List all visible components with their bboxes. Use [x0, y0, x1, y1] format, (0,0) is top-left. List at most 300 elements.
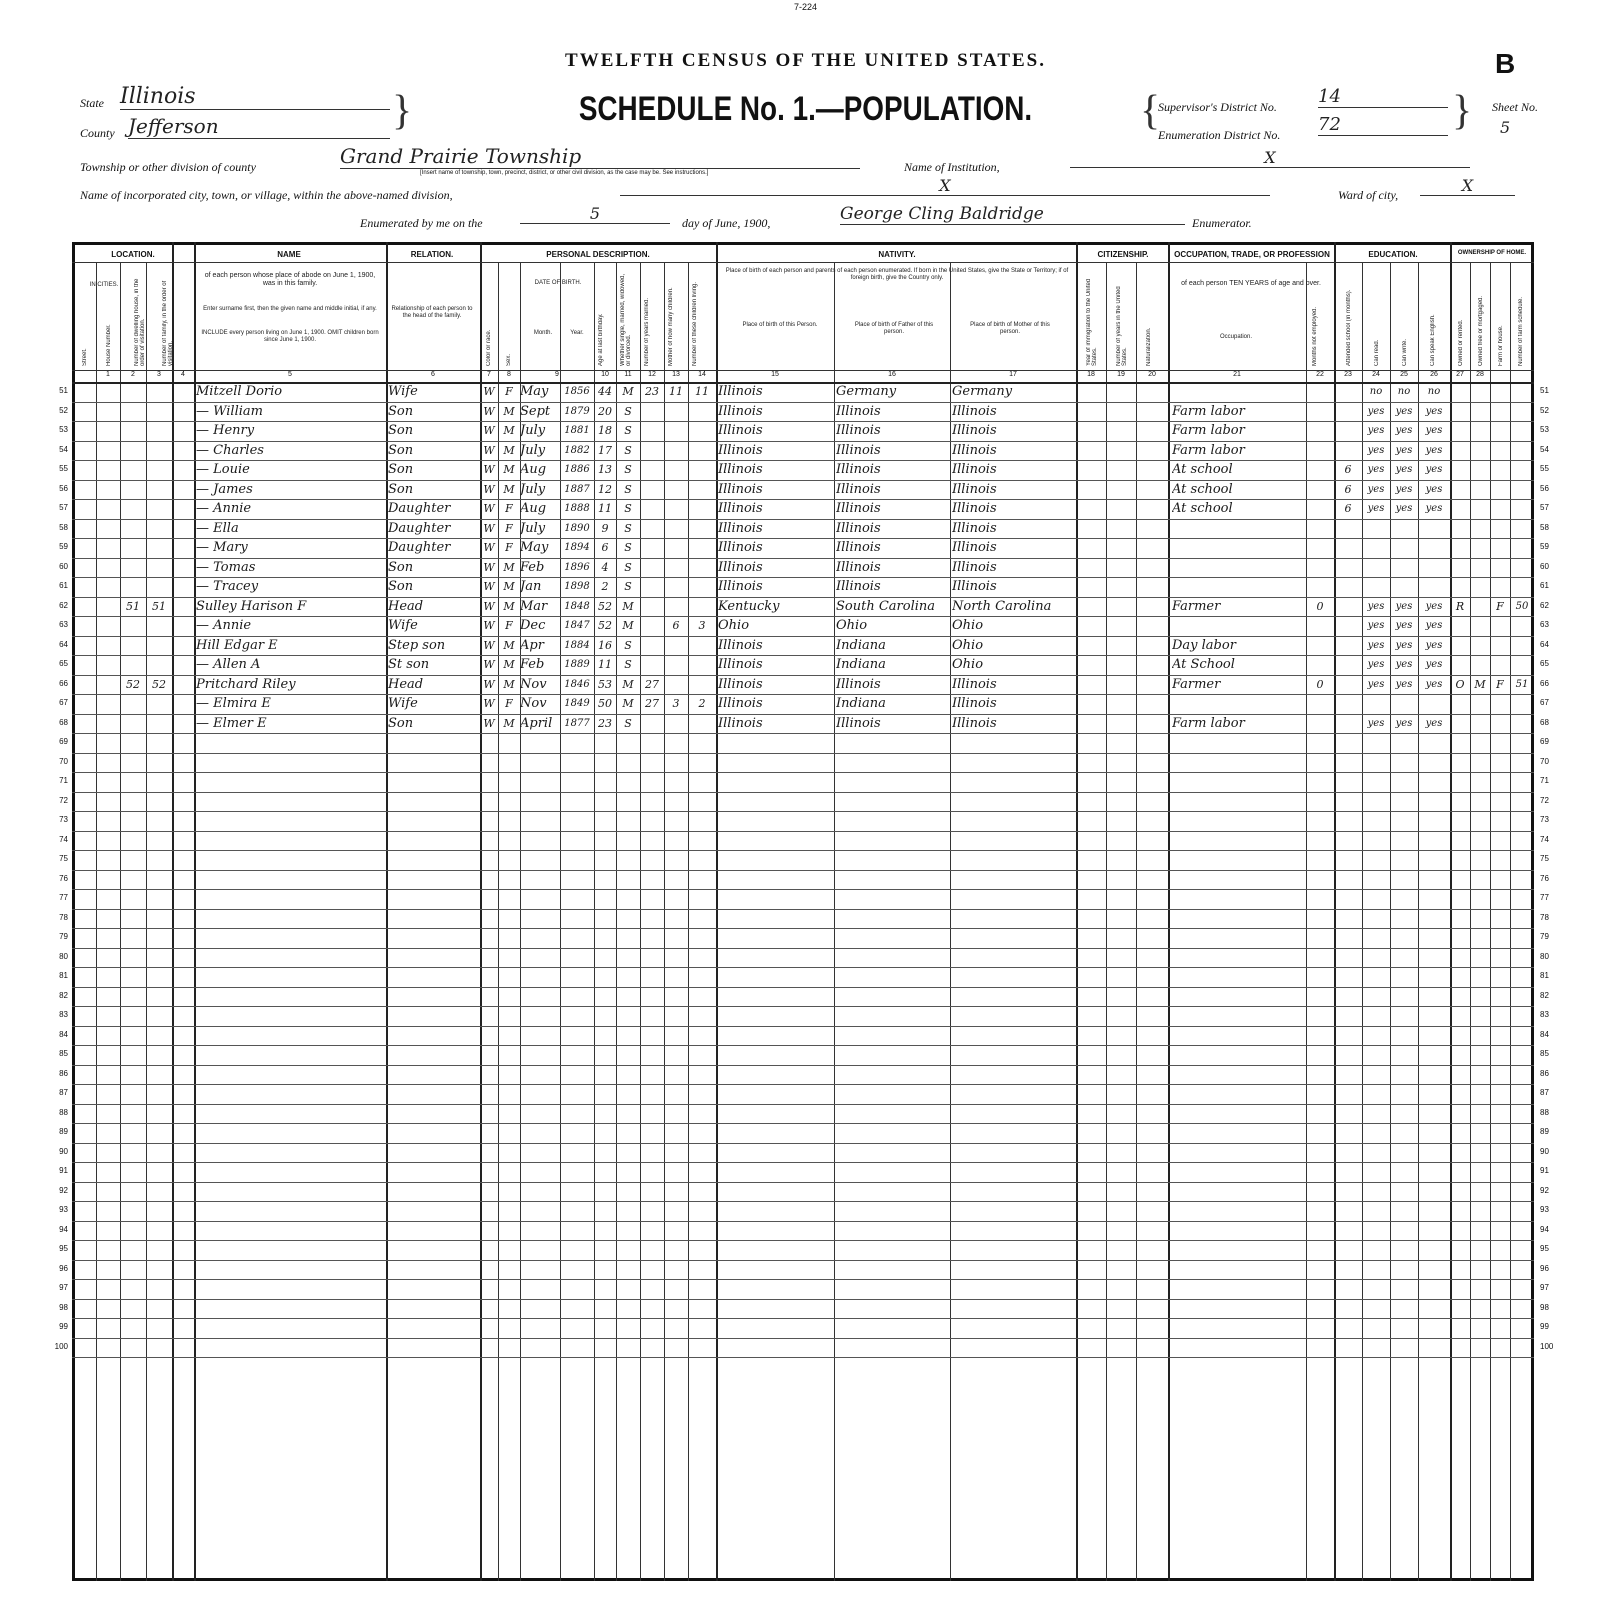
row-cell-relation: Daughter	[388, 501, 451, 516]
row-cell-month: Feb	[520, 657, 545, 672]
row-cell-occupation: Day labor	[1172, 637, 1236, 653]
row-cell-marital: S	[624, 560, 632, 574]
line-number-left: 72	[59, 795, 68, 805]
location-header: LOCATION.	[111, 250, 155, 259]
column-number: 19	[1117, 371, 1125, 378]
column-number: 16	[888, 371, 896, 378]
row-cell-birth-person: Illinois	[718, 657, 763, 672]
row-cell-read: no	[1369, 386, 1383, 397]
row-cell-birth-father: Illinois	[836, 559, 881, 575]
row-cell-year: 1889	[564, 659, 590, 670]
column-number: 9	[555, 371, 559, 378]
children-born-header: Mother of how many children.	[668, 287, 674, 366]
table-row	[0, 616, 1611, 636]
line-number-right: 83	[1540, 1010, 1549, 1019]
column-number: 21	[1233, 371, 1241, 378]
row-cell-color: W	[483, 599, 495, 613]
row-cell-month: Aug	[520, 462, 547, 477]
birth-person-header: Place of birth of this Person.	[742, 322, 818, 328]
row-cell-birth-person: Illinois	[718, 481, 763, 497]
line-number-right: 71	[1540, 776, 1549, 785]
row-cell-color: W	[483, 502, 495, 515]
row-cell-read: yes	[1367, 620, 1385, 631]
line-number-left: 61	[59, 581, 68, 590]
line-number-right: 67	[1540, 698, 1549, 707]
row-cell-color: W	[483, 560, 495, 574]
occupation-header: OCCUPATION, TRADE, OR PROFESSION	[1174, 250, 1330, 259]
line-number-right: 72	[1540, 795, 1549, 805]
row-cell-occupation: Farm labor	[1172, 403, 1245, 419]
column-number: 27	[1456, 371, 1464, 378]
line-number-left: 99	[59, 1322, 68, 1331]
row-cell-month: Feb	[520, 559, 545, 575]
enumerator-label: Enumerator.	[1192, 216, 1252, 230]
row-cell-children-living: 2	[698, 697, 706, 710]
row-cell-sex: F	[505, 521, 513, 535]
row-cell-name: — Tomas	[196, 559, 256, 575]
row-cell-write: yes	[1395, 678, 1413, 690]
line-number-right: 68	[1540, 717, 1549, 727]
column-number: 6	[431, 371, 435, 378]
row-cell-birth-mother: Illinois	[952, 579, 997, 594]
row-cell-age: 52	[598, 599, 612, 613]
line-number-right: 54	[1540, 444, 1549, 454]
row-cell-english: yes	[1425, 464, 1443, 475]
row-cell-english: no	[1427, 386, 1441, 397]
row-cell-name: — Charles	[196, 442, 264, 458]
row-cell-birth-father: Illinois	[836, 520, 881, 536]
line-number-left: 58	[59, 522, 68, 532]
line-number-left: 85	[59, 1049, 68, 1058]
row-cell-birth-mother: Ohio	[952, 637, 984, 653]
education-header: EDUCATION.	[1368, 250, 1418, 259]
column-number: 14	[698, 371, 706, 378]
line-number-left: 77	[59, 893, 68, 902]
row-cell-month: Apr	[520, 637, 544, 653]
row-cell-age: 11	[598, 502, 612, 515]
row-cell-name: — Elmer E	[196, 715, 267, 731]
row-cell-name: Pritchard Riley	[196, 676, 296, 692]
row-cell-relation: Son	[388, 579, 414, 594]
line-number-left: 76	[59, 873, 68, 883]
row-cell-year: 1886	[564, 464, 590, 475]
row-cell-read: yes	[1367, 600, 1385, 612]
row-cell-month: Nov	[520, 676, 547, 692]
line-number-left: 82	[59, 990, 68, 1000]
line-number-right: 75	[1540, 854, 1549, 863]
row-cell-birth-mother: Illinois	[952, 442, 997, 458]
row-cell-birth-person: Illinois	[718, 462, 763, 477]
column-number: 12	[648, 371, 656, 378]
line-number-left: 52	[59, 405, 68, 415]
table-row	[0, 460, 1611, 480]
row-cell-children-living: 11	[695, 385, 709, 398]
row-cell-read: yes	[1367, 444, 1385, 456]
line-number-right: 56	[1540, 483, 1549, 493]
row-cell-birth-person: Illinois	[718, 442, 763, 458]
row-cell-farm: F	[1496, 599, 1504, 613]
name-instruction-2: INCLUDE every person living on June 1, 1900. OMIT children born since June 1, 1900.	[201, 330, 379, 343]
line-number-right: 81	[1540, 971, 1549, 980]
row-cell-birth-mother: North Carolina	[952, 598, 1052, 614]
year-header: Year.	[570, 330, 584, 336]
line-number-right: 88	[1540, 1107, 1549, 1117]
row-rule	[72, 1357, 1534, 1358]
row-cell-married-years: 27	[645, 697, 659, 710]
row-rule	[72, 1182, 1534, 1183]
row-cell-write: yes	[1395, 620, 1413, 631]
row-cell-children-born: 3	[672, 697, 680, 710]
row-cell-color: W	[483, 521, 495, 535]
row-cell-marital: M	[622, 697, 634, 710]
row-cell-write: yes	[1395, 444, 1413, 456]
form-number: 7-224	[793, 2, 818, 12]
row-cell-birth-father: Illinois	[836, 403, 881, 419]
row-cell-color: W	[483, 716, 495, 730]
line-number-right: 73	[1540, 815, 1549, 824]
line-number-right: 86	[1540, 1068, 1549, 1078]
line-number-right: 94	[1540, 1224, 1549, 1234]
row-cell-occupation: At school	[1172, 462, 1233, 477]
table-row	[0, 519, 1611, 539]
line-number-right: 79	[1540, 932, 1549, 941]
row-cell-occupation: At School	[1172, 657, 1235, 672]
row-cell-marital: M	[622, 599, 634, 613]
row-cell-relation: Son	[388, 442, 414, 458]
row-cell-birth-person: Illinois	[718, 501, 763, 516]
row-cell-relation: Daughter	[388, 520, 451, 536]
line-number-right: 58	[1540, 522, 1549, 532]
row-cell-sex: M	[503, 599, 515, 613]
row-rule	[72, 1045, 1534, 1046]
row-cell-owned: R	[1455, 599, 1465, 613]
row-cell-marital: S	[624, 638, 632, 652]
row-cell-children-born: 11	[669, 385, 683, 398]
row-cell-english: yes	[1425, 503, 1443, 514]
color-header: Color or race.	[486, 329, 492, 366]
nativity-description: Place of birth of each person and parents of each person enumerated. If born in the United States, give the State or Territory; if of foreign birth, give the Country only.	[725, 268, 1069, 281]
row-cell-color: W	[483, 385, 495, 398]
row-cell-name: — Annie	[196, 618, 252, 633]
row-cell-birth-person: Ohio	[718, 618, 750, 633]
row-cell-relation: Wife	[388, 696, 418, 711]
row-rule	[72, 1084, 1534, 1085]
institution-value: X	[1070, 148, 1470, 168]
row-cell-english: yes	[1425, 717, 1443, 729]
enumerated-label: Enumerated by me on the	[360, 216, 483, 230]
column-number: 24	[1372, 371, 1380, 378]
row-cell-dwelling: 51	[126, 599, 140, 613]
line-number-right: 78	[1540, 912, 1549, 922]
line-number-right: 91	[1540, 1166, 1549, 1175]
state-value: Illinois	[120, 84, 390, 110]
township-note: [Insert name of township, town, precinct, district, or other civil division, as the case may be. See instructions.]	[420, 170, 709, 176]
column-number: 11	[624, 371, 632, 378]
line-number-right: 76	[1540, 873, 1549, 883]
row-cell-sex: M	[503, 677, 515, 691]
row-cell-schedule: 51	[1515, 678, 1529, 690]
row-cell-write: yes	[1395, 717, 1413, 729]
row-cell-birth-mother: Illinois	[952, 540, 997, 555]
relation-description: Relationship of each person to the head of the family.	[391, 306, 473, 319]
row-cell-read: yes	[1367, 678, 1385, 690]
row-cell-name: Sulley Harison F	[196, 598, 307, 614]
column-number: 20	[1148, 371, 1156, 378]
column-number: 15	[771, 371, 779, 378]
line-number-right: 62	[1540, 600, 1549, 610]
institution-label: Name of Institution,	[904, 160, 1000, 174]
row-cell-married-years: 23	[645, 385, 659, 398]
birth-father-header: Place of birth of Father of this person.	[854, 322, 934, 335]
name-header: NAME	[277, 250, 301, 259]
column-number: 4	[181, 371, 185, 378]
row-cell-birth-father: Illinois	[836, 676, 881, 692]
row-cell-name: — Allen A	[196, 657, 261, 672]
line-number-left: 51	[59, 386, 68, 395]
row-cell-write: yes	[1395, 503, 1413, 514]
row-cell-year: 1890	[564, 522, 590, 534]
row-rule	[72, 811, 1534, 812]
row-cell-marital: S	[624, 658, 632, 671]
row-cell-age: 11	[598, 658, 612, 671]
row-cell-marital: S	[624, 521, 632, 535]
row-cell-age: 23	[598, 716, 612, 730]
line-number-left: 97	[59, 1283, 68, 1292]
sheet-letter: B	[1495, 48, 1516, 79]
line-number-right: 64	[1540, 639, 1549, 649]
row-cell-year: 1882	[564, 444, 590, 456]
line-number-left: 88	[59, 1107, 68, 1117]
state-label: State	[80, 96, 104, 110]
line-number-left: 53	[59, 425, 68, 434]
row-cell-relation: St son	[388, 657, 430, 672]
row-cell-age: 50	[598, 697, 612, 710]
line-number-right: 63	[1540, 620, 1549, 629]
row-cell-birth-father: Illinois	[836, 501, 881, 516]
row-cell-english: yes	[1425, 639, 1443, 651]
occupation-subheader: Occupation.	[1219, 334, 1253, 340]
row-cell-birth-person: Illinois	[718, 403, 763, 419]
row-cell-birth-mother: Illinois	[952, 676, 997, 692]
line-number-left: 78	[59, 912, 68, 922]
row-rule	[72, 831, 1534, 832]
row-cell-relation: Son	[388, 715, 414, 731]
row-cell-birth-mother: Illinois	[952, 423, 997, 438]
row-cell-birth-father: Illinois	[836, 481, 881, 497]
row-cell-birth-father: Germany	[836, 384, 897, 399]
row-cell-marital: S	[624, 541, 632, 554]
line-number-left: 93	[59, 1205, 68, 1214]
row-cell-read: yes	[1367, 483, 1385, 495]
row-cell-age: 2	[601, 580, 609, 593]
row-cell-marital: S	[624, 580, 632, 593]
row-cell-sex: M	[503, 424, 515, 437]
table-row	[0, 636, 1611, 656]
row-cell-month: Sept	[520, 403, 551, 419]
sex-header: Sex.	[506, 353, 512, 366]
left-brace: }	[392, 88, 413, 134]
citizenship-header: CITIZENSHIP.	[1097, 250, 1149, 259]
row-cell-year: 1884	[564, 639, 590, 651]
row-cell-age: 17	[598, 443, 612, 457]
row-cell-birth-father: Indiana	[836, 637, 886, 653]
county-value: Jefferson	[128, 114, 390, 139]
row-cell-birth-mother: Ohio	[952, 657, 984, 672]
row-cell-month: Dec	[520, 618, 546, 633]
row-rule	[72, 1006, 1534, 1007]
table-row	[0, 402, 1611, 422]
row-cell-married-years: 27	[645, 677, 659, 691]
census-title: TWELFTH CENSUS OF THE UNITED STATES.	[565, 50, 1046, 71]
name-instruction: Enter surname first, then the given name and middle initial, if any.	[203, 306, 377, 312]
row-cell-children-living: 3	[698, 619, 706, 632]
row-cell-birth-father: Illinois	[836, 462, 881, 477]
line-number-left: 56	[59, 483, 68, 493]
row-cell-year: 1879	[564, 405, 590, 417]
occupation-description: of each person TEN YEARS of age and over.	[1181, 280, 1321, 287]
column-number: 23	[1344, 371, 1352, 378]
column-number: 10	[601, 371, 609, 378]
nativity-header: NATIVITY.	[878, 250, 916, 259]
row-cell-occupation: At school	[1172, 501, 1233, 516]
row-cell-english: yes	[1425, 425, 1443, 436]
row-cell-birth-mother: Ohio	[952, 618, 984, 633]
row-cell-year: 1847	[564, 620, 590, 631]
row-cell-sex: F	[505, 619, 513, 632]
row-cell-marital: S	[624, 404, 632, 418]
column-number: 5	[288, 371, 292, 378]
can-write-header: Can write.	[1402, 338, 1408, 366]
line-number-left: 73	[59, 815, 68, 824]
row-cell-birth-person: Illinois	[718, 540, 763, 555]
line-number-right: 57	[1540, 503, 1549, 512]
row-cell-read: yes	[1367, 405, 1385, 417]
row-cell-birth-person: Illinois	[718, 520, 763, 536]
column-number: 28	[1476, 371, 1484, 378]
row-cell-sex: F	[505, 502, 513, 515]
line-number-left: 90	[59, 1146, 68, 1156]
township-value: Grand Prairie Township	[340, 144, 860, 169]
line-number-right: 59	[1540, 542, 1549, 551]
row-cell-month: Nov	[520, 696, 547, 711]
row-cell-name: — Ella	[196, 520, 239, 536]
row-cell-mortgage: M	[1474, 677, 1486, 691]
row-cell-birth-person: Kentucky	[718, 598, 780, 614]
naturalization-header: Naturalization.	[1146, 327, 1152, 366]
row-cell-color: W	[483, 404, 495, 418]
row-rule	[72, 889, 1534, 890]
month-header: Month.	[533, 330, 553, 336]
row-cell-sex: M	[503, 443, 515, 457]
row-cell-age: 4	[601, 560, 609, 574]
group-header-rule	[72, 262, 1534, 263]
birth-date-header: DATE OF BIRTH.	[534, 280, 582, 286]
row-cell-birth-person: Illinois	[718, 696, 763, 711]
in-cities-header: IN CITIES.	[89, 282, 119, 288]
line-number-right: 82	[1540, 990, 1549, 1000]
row-cell-birth-father: Illinois	[836, 423, 881, 438]
row-cell-english: yes	[1425, 678, 1443, 690]
row-rule	[72, 1123, 1534, 1124]
line-number-right: 100	[1540, 1341, 1554, 1351]
row-cell-month: April	[520, 715, 553, 731]
line-number-right: 92	[1540, 1185, 1549, 1195]
line-number-right: 77	[1540, 893, 1549, 902]
farm-house-header: Farm or house.	[1498, 325, 1504, 366]
schedule-title: SCHEDULE No. 1.—POPULATION.	[578, 90, 1033, 128]
row-cell-month: July	[520, 442, 546, 458]
row-cell-birth-mother: Germany	[952, 384, 1013, 399]
row-cell-birth-father: Indiana	[836, 696, 886, 711]
row-cell-write: yes	[1395, 464, 1413, 475]
row-cell-unemployed: 0	[1316, 677, 1324, 691]
row-cell-marital: M	[622, 619, 634, 632]
row-cell-color: W	[483, 638, 495, 652]
right-brace-2: }	[1452, 88, 1473, 134]
row-cell-marital: M	[622, 385, 634, 398]
row-cell-write: yes	[1395, 425, 1413, 436]
column-number: 8	[507, 371, 511, 378]
row-cell-sex: F	[505, 697, 513, 710]
row-cell-birth-person: Illinois	[718, 676, 763, 692]
line-number-left: 100	[54, 1341, 68, 1351]
row-cell-month: July	[520, 520, 546, 536]
row-cell-school: 6	[1344, 463, 1352, 476]
line-number-left: 83	[59, 1010, 68, 1019]
row-cell-color: W	[483, 580, 495, 593]
row-cell-birth-person: Illinois	[718, 637, 763, 653]
line-number-right: 60	[1540, 561, 1549, 571]
row-cell-color: W	[483, 424, 495, 437]
row-cell-month: Mar	[520, 598, 548, 614]
row-cell-sex: F	[505, 385, 513, 398]
row-cell-birth-father: Illinois	[836, 442, 881, 458]
row-cell-marital: S	[624, 424, 632, 437]
column-number: 22	[1316, 371, 1324, 378]
row-cell-read: yes	[1367, 503, 1385, 514]
table-row	[0, 675, 1611, 695]
row-rule	[72, 1338, 1534, 1339]
line-number-left: 98	[59, 1302, 68, 1312]
row-cell-marital: M	[622, 677, 634, 691]
column-number: 17	[1009, 371, 1017, 378]
row-cell-family: 51	[152, 599, 166, 613]
line-number-left: 81	[59, 971, 68, 980]
row-cell-age: 12	[598, 482, 612, 496]
row-cell-age: 6	[601, 541, 609, 554]
line-number-left: 86	[59, 1068, 68, 1078]
row-cell-write: yes	[1395, 639, 1413, 651]
row-cell-school: 6	[1344, 482, 1352, 496]
line-number-left: 54	[59, 444, 68, 454]
row-cell-write: yes	[1395, 600, 1413, 612]
row-cell-year: 1848	[564, 600, 590, 612]
table-row	[0, 694, 1611, 714]
row-cell-sex: M	[503, 404, 515, 418]
row-rule	[72, 948, 1534, 949]
row-cell-birth-father: Indiana	[836, 657, 886, 672]
county-label: County	[80, 126, 115, 140]
speak-english-header: Can speak English.	[1430, 314, 1436, 366]
owned-rented-header: Owned or rented.	[1458, 319, 1464, 366]
row-cell-birth-person: Illinois	[718, 715, 763, 731]
row-cell-birth-mother: Illinois	[952, 462, 997, 477]
row-rule	[72, 1318, 1534, 1319]
row-cell-birth-mother: Illinois	[952, 481, 997, 497]
row-cell-birth-person: Illinois	[718, 423, 763, 438]
row-cell-english: yes	[1425, 405, 1443, 417]
age-header: Age at last birthday.	[598, 313, 604, 366]
